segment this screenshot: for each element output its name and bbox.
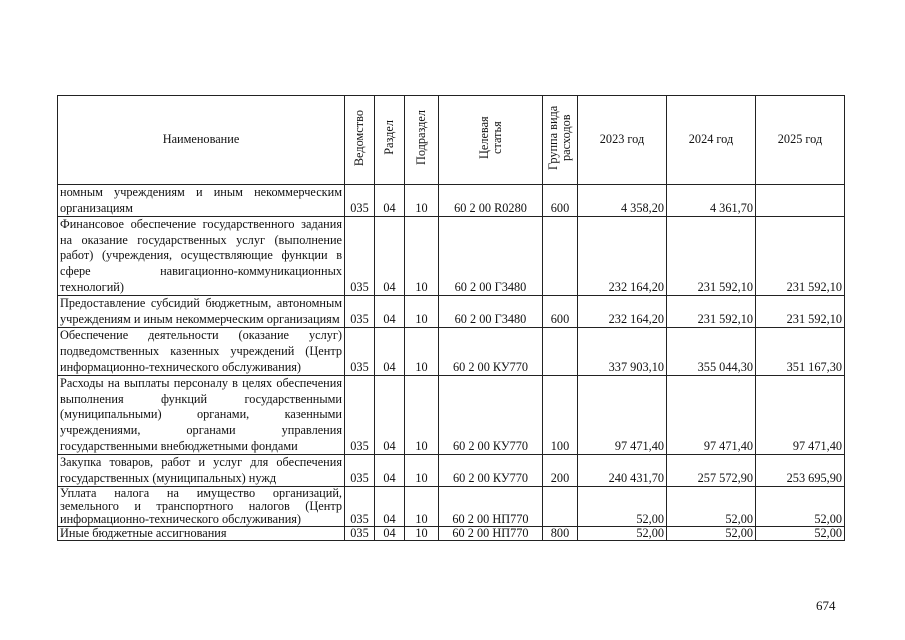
row-vedomstvo: 035 [345,527,375,541]
row-vid-rashodov [543,328,578,376]
row-podrazdel: 10 [405,217,439,296]
row-razdel: 04 [375,328,405,376]
row-tselevaya-statya: 60 2 00 НП770 [439,527,543,541]
row-razdel: 04 [375,296,405,328]
row-2024: 231 592,10 [667,217,756,296]
row-podrazdel: 10 [405,527,439,541]
row-razdel: 04 [375,527,405,541]
row-tselevaya-statya: 60 2 00 КУ770 [439,328,543,376]
table-row [58,376,845,455]
header-name: Наименование [58,96,345,185]
header-razdel: Раздел [375,96,405,185]
table-row [58,296,845,328]
header-gruppa-vida-rashodov: Группа вида расходов [543,96,578,185]
row-2025: 351 167,30 [756,328,845,376]
table-row [58,455,845,487]
row-2023: 52,00 [578,487,667,527]
row-2023: 52,00 [578,527,667,541]
row-razdel: 04 [375,487,405,527]
row-2023: 4 358,20 [578,185,667,217]
row-tselevaya-statya: 60 2 00 R0280 [439,185,543,217]
row-2025: 52,00 [756,527,845,541]
row-2023: 240 431,70 [578,455,667,487]
row-tselevaya-statya: 60 2 00 КУ770 [439,455,543,487]
row-razdel: 04 [375,455,405,487]
table-row [58,185,845,217]
row-razdel: 04 [375,217,405,296]
row-2024: 257 572,90 [667,455,756,487]
row-2023: 232 164,20 [578,296,667,328]
row-2025: 253 695,90 [756,455,845,487]
row-2023: 337 903,10 [578,328,667,376]
row-name: номным учреждениям и иным некоммерческим организациям [58,185,345,217]
row-tselevaya-statya: 60 2 00 Г3480 [439,296,543,328]
row-podrazdel: 10 [405,328,439,376]
table-header-row [58,96,845,185]
row-2025: 97 471,40 [756,376,845,455]
row-tselevaya-statya: 60 2 00 Г3480 [439,217,543,296]
row-podrazdel: 10 [405,455,439,487]
row-name: Иные бюджетные ассигнования [58,527,345,541]
row-razdel: 04 [375,185,405,217]
row-vid-rashodov: 100 [543,376,578,455]
row-2025 [756,185,845,217]
row-vid-rashodov: 200 [543,455,578,487]
row-name: Предоставление субсидий бюджетным, автономным учреждениям и иным некоммерческим организациям [58,296,345,328]
row-2024: 231 592,10 [667,296,756,328]
row-podrazdel: 10 [405,487,439,527]
row-vedomstvo: 035 [345,217,375,296]
row-vid-rashodov: 600 [543,296,578,328]
row-tselevaya-statya: 60 2 00 КУ770 [439,376,543,455]
header-2023: 2023 год [578,96,667,185]
row-podrazdel: 10 [405,185,439,217]
row-vedomstvo: 035 [345,296,375,328]
budget-table [57,95,845,541]
row-vedomstvo: 035 [345,328,375,376]
row-vid-rashodov: 800 [543,527,578,541]
row-vid-rashodov: 600 [543,185,578,217]
row-2025: 52,00 [756,487,845,527]
table-row [58,487,845,527]
table-row [58,328,845,376]
table-row [58,527,845,541]
row-2024: 97 471,40 [667,376,756,455]
row-vedomstvo: 035 [345,376,375,455]
page-number: 674 [816,598,836,613]
row-podrazdel: 10 [405,376,439,455]
row-2024: 4 361,70 [667,185,756,217]
header-2025: 2025 год [756,96,845,185]
row-2024: 52,00 [667,527,756,541]
header-tselevaya-statya: Целевая статья [439,96,543,185]
header-2024: 2024 год [667,96,756,185]
row-2024: 52,00 [667,487,756,527]
row-vedomstvo: 035 [345,487,375,527]
row-2025: 231 592,10 [756,296,845,328]
header-podrazdel: Подраздел [405,96,439,185]
row-name: Уплата налога на имущество организаций, земельного и транспортного налогов (Центр информационно-технического обслуживания) [58,487,345,527]
row-2024: 355 044,30 [667,328,756,376]
table-row [58,217,845,296]
row-vid-rashodov [543,217,578,296]
row-vedomstvo: 035 [345,185,375,217]
row-2023: 232 164,20 [578,217,667,296]
row-2025: 231 592,10 [756,217,845,296]
row-name: Обеспечение деятельности (оказание услуг) подведомственных казенных учреждений (Центр информационно-технического обслуживания) [58,328,345,376]
row-name: Расходы на выплаты персоналу в целях обеспечения выполнения функций государственными (муниципальными) органами, казенными учреждениями, органами управления государственными внебюджетными фондами [58,376,345,455]
row-podrazdel: 10 [405,296,439,328]
header-vedomstvo: Ведомство [345,96,375,185]
row-razdel: 04 [375,376,405,455]
row-name: Закупка товаров, работ и услуг для обеспечения государственных (муниципальных) нужд [58,455,345,487]
row-vid-rashodov [543,487,578,527]
row-tselevaya-statya: 60 2 00 НП770 [439,487,543,527]
row-name: Финансовое обеспечение государственного задания на оказание государственных услуг (выполнение работ) (учреждения, осуществляющие функции в сфере навигационно-коммуникационных технологий) [58,217,345,296]
row-vedomstvo: 035 [345,455,375,487]
row-2023: 97 471,40 [578,376,667,455]
